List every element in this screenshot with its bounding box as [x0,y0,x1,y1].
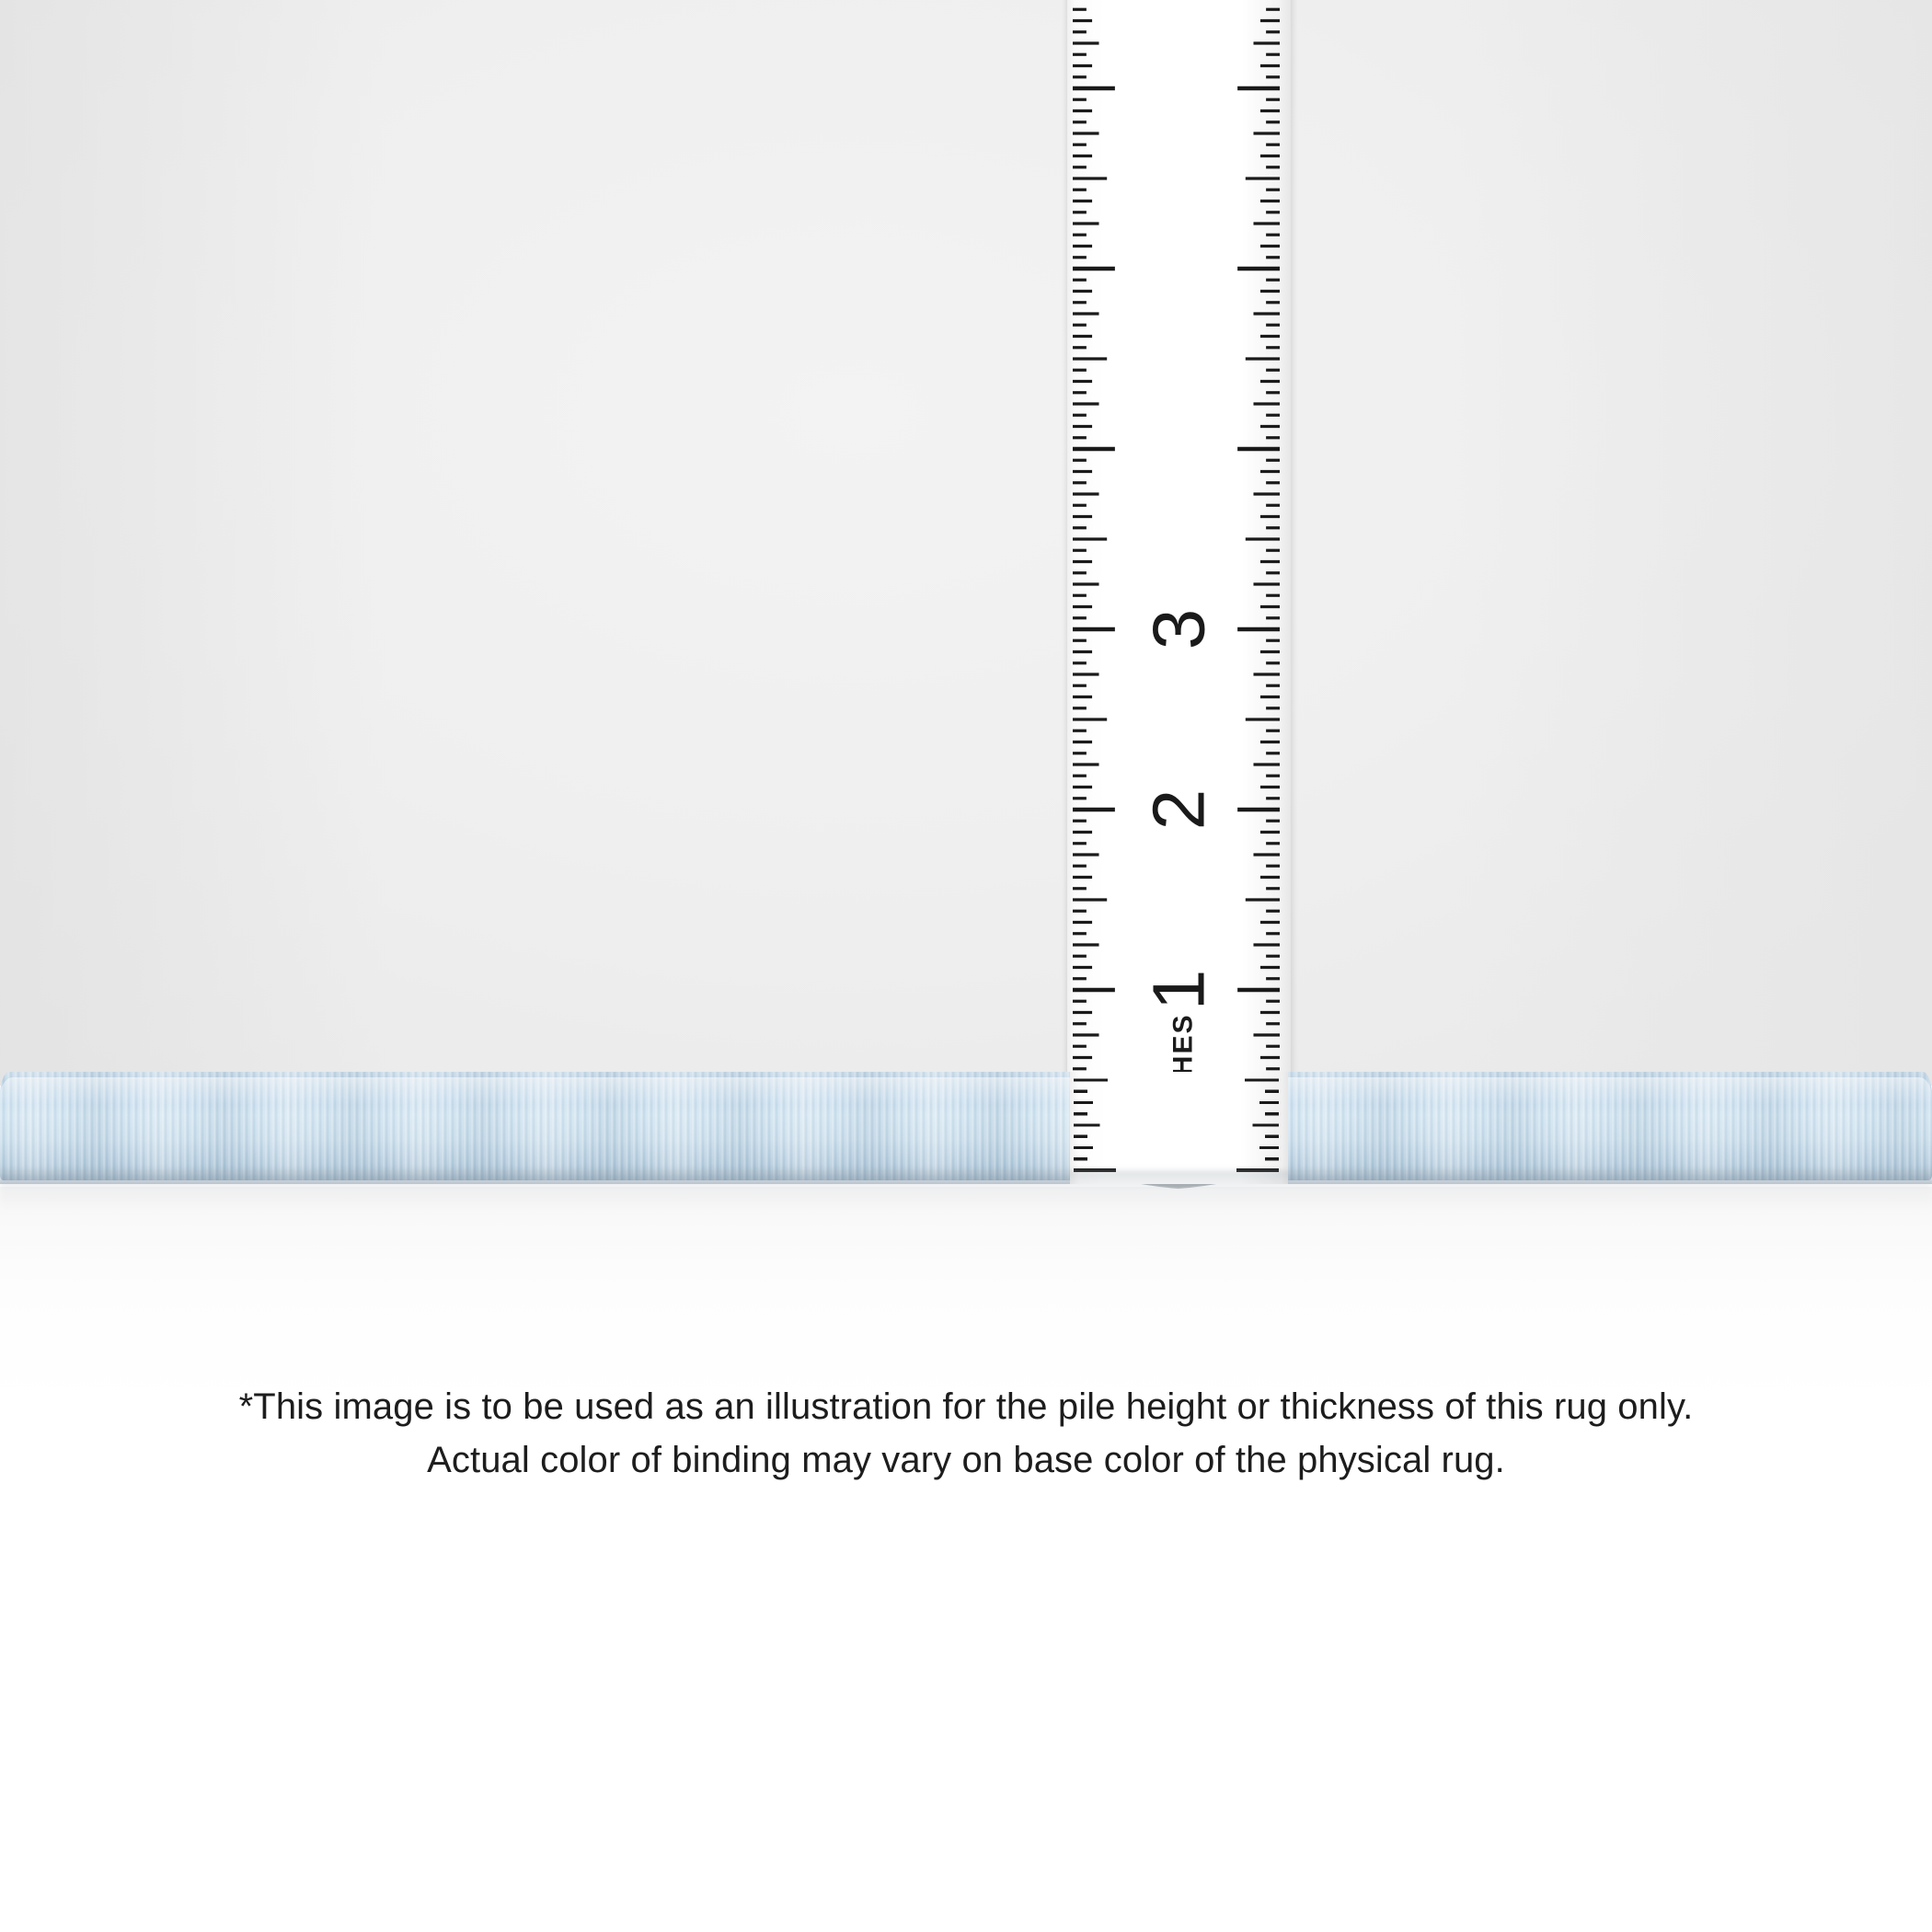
floor-surface [0,1187,1932,1408]
rug-binding-edge [0,1072,1932,1184]
backdrop-shadow-right [1454,0,1932,1086]
tape-measure-markings-lower [1070,1072,1288,1184]
caption-line-2: Actual color of binding may vary on base color of the physical rug. [427,1440,1505,1480]
svg-text:2: 2 [1137,788,1220,831]
svg-text:1: 1 [1137,969,1220,1011]
rug-binding-highlight [0,1077,1932,1105]
caption-line-1: *This image is to be used as an illustration for the pile height or thickness of this rug only. [238,1386,1694,1427]
svg-text:3: 3 [1137,608,1220,650]
rug-contact-shadow [0,1170,1932,1213]
tape-measure-foreground-segment [1070,1072,1288,1184]
backdrop-shadow-left [0,0,386,1086]
tape-measure-markings [1067,0,1291,1178]
caption-block [0,1380,1932,1487]
tape-measure [1067,0,1291,1178]
